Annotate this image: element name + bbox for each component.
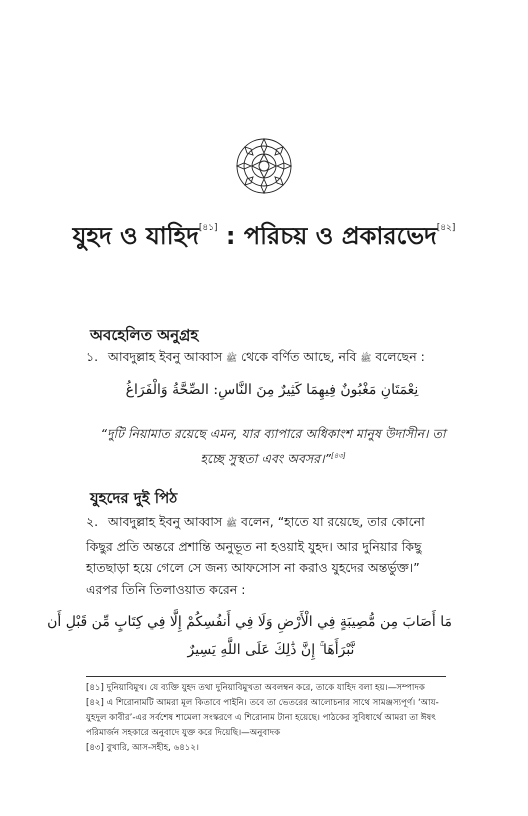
paragraph-1-text-c: বলেছেন : bbox=[375, 349, 425, 364]
chapter-title-separator: : bbox=[217, 222, 244, 250]
footnote-text: দুনিয়াবিমুখ। যে ব্যক্তি যুহদ তথা দুনিয়াবিমুখতা অবলম্বন করে, তাকে যাহিদ বলা হয়।—সম্পাদক bbox=[106, 683, 425, 693]
honorific-ra-1: ﷺ bbox=[226, 354, 238, 364]
footnote-43 bbox=[86, 741, 448, 756]
paragraph-number-1: ১. bbox=[86, 349, 99, 364]
section-heading-1: অবহেলিত অনুগ্রহ bbox=[90, 326, 199, 344]
paragraph-number-2: ২. bbox=[86, 514, 99, 529]
ornament-icon bbox=[234, 136, 294, 196]
quran-verse-line-1: مَا أَصَابَ مِن مُّصِيبَةٍ فِي الْأَرْضِ وَلَا فِي أَنفُسِكُمْ إِلَّا فِي كِتَابٍ مِّن قَبْلِ أَن bbox=[47, 614, 452, 630]
paragraph-1-text-a: আবদুল্লাহ ইবনু আব্বাস bbox=[107, 349, 223, 364]
paragraph-1-text-b: থেকে বর্ণিত আছে, নবি bbox=[241, 349, 357, 364]
footnote-42 bbox=[86, 696, 448, 741]
footnote-41 bbox=[86, 681, 448, 696]
honorific-saw-1: ﷺ bbox=[360, 354, 372, 364]
arabic-hadith: نِعْمَتَانِ مَغْبُونٌ فِيهِمَا كَثِيرٌ مِنَ النَّاسِ: الصِّحَّةُ وَالْفَرَاغُ bbox=[125, 382, 419, 398]
chapter-title bbox=[0, 218, 528, 258]
hadith-translation-text: “দুটি নিয়ামাত রয়েছে এমন, যার ব্যাপারে অধিকাংশ মানুষ উদাসীন। তা হচ্ছে সুস্থতা এবং অবসর।” bbox=[100, 426, 446, 467]
footnote-text: এ শিরোনামটি আমরা মূল কিতাবে পাইনি। তবে তা ভেতরের আলোচনার সাথে সামঞ্জস্যপূর্ণ। ‘আয-যুহদুল কাবীর’-এর সর্বশেষ শামেলা সংস্করণে এ শিরোনাম টানা হয়েছে। পাঠকের সুবিধার্থে আমরা তা ঈষৎ পরিমার্জন সহকারে অনুবাদে যুক্ত করে দিয়েছি।—অনুবাদক bbox=[86, 698, 439, 738]
footnote-ref-43[interactable]: [৪৩] bbox=[331, 452, 346, 460]
paragraph-2 bbox=[86, 511, 446, 600]
footnote-divider bbox=[86, 676, 446, 677]
footnote-mark: [৪২] bbox=[86, 698, 104, 708]
chapter-title-part1: যুহদ ও যাহিদ bbox=[72, 222, 199, 250]
footnote-mark: [৪১] bbox=[86, 683, 104, 693]
footnote-ref-41[interactable]: [৪১] bbox=[198, 223, 218, 233]
chapter-title-part2: পরিচয় ও প্রকারভেদ bbox=[243, 222, 437, 250]
paragraph-2-text-b: বলেন, “হাতে যা রয়েছে, তার কোনো কিছুর প্রতি অন্তরে প্রশান্তি অনুভূত না হওয়াই যুহদ। আর দুনিয়ার কিছু হাতছাড়া হয়ে গেলে সে জন্য আফসোস না করাও যুহদের অন্তর্ভুক্ত।” এরপর তিনি তিলাওয়াত করেন : bbox=[86, 514, 425, 597]
hadith-translation bbox=[98, 423, 448, 470]
quran-verse-line-2: نَّبْرَأَهَا ۚ إِنَّ ذَٰلِكَ عَلَى اللَّهِ يَسِيرٌ bbox=[187, 642, 355, 658]
honorific-ra-2: ﷺ bbox=[226, 519, 238, 529]
footnote-mark: [৪৩] bbox=[86, 743, 104, 753]
paragraph-2-text-a: আবদুল্লাহ ইবনু আব্বাস bbox=[107, 514, 223, 529]
paragraph-1 bbox=[86, 346, 446, 371]
footnote-text: বুখারি, আস-সহীহ, ৬৪১২। bbox=[106, 743, 200, 753]
footnotes bbox=[86, 681, 448, 756]
section-heading-2: যুহদের দুই পিঠ bbox=[90, 489, 178, 507]
footnote-ref-42[interactable]: [৪২] bbox=[436, 223, 456, 233]
